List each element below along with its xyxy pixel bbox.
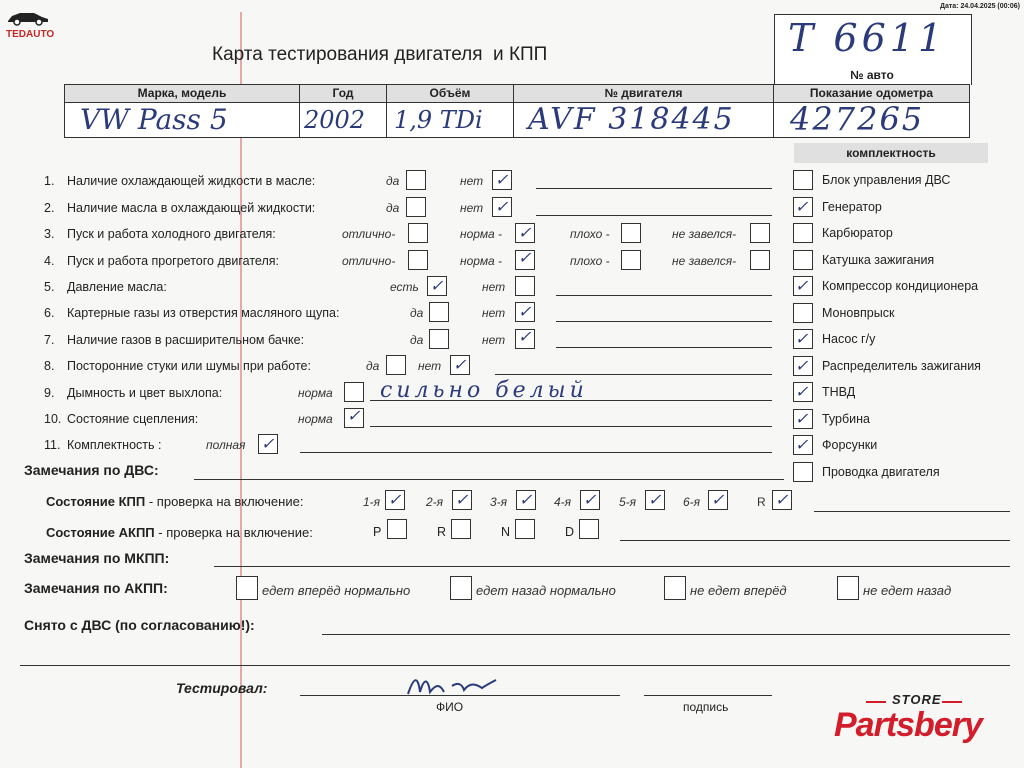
complete-set-mark: ✓ (795, 382, 809, 401)
akpp-option-label: не едет назад (863, 583, 952, 598)
date-stamp: Дата: 24.04.2025 (00:06) (939, 3, 1020, 10)
akpp-label (46, 525, 313, 540)
col-header-year: Год (300, 85, 386, 102)
check-number: 1. (44, 174, 55, 188)
complete-set-mark: ✓ (795, 356, 809, 375)
partsbery-logo-top: STORE (892, 692, 942, 707)
akpp-gear-label: N (501, 525, 511, 539)
check-label: Давление масла: (67, 280, 167, 294)
option-label: есть (390, 280, 419, 294)
remarks-mkpp-label: Замечания по МКПП: (24, 550, 170, 566)
akpp-option-checkbox[interactable] (450, 576, 472, 600)
handwritten-check: ✓ (518, 248, 532, 267)
option-label: нет (482, 333, 506, 347)
complete-set-label: Блок управления ДВС (822, 173, 951, 187)
tedauto-logo-text: TEDAUTO (6, 29, 55, 40)
complete-set-mark: ✓ (795, 435, 809, 454)
complete-set-label: Распределитель зажигания (822, 359, 981, 373)
removed-from-engine-label: Снято с ДВС (по согласованию!): (24, 617, 255, 633)
partsbery-logo (830, 692, 1010, 752)
option-label: не завелся- (672, 254, 737, 268)
value-volume: 1,9 TDi (394, 106, 483, 134)
check-label: Наличие масла в охлаждающей жидкости: (67, 201, 316, 215)
option-label: отлично- (342, 254, 396, 268)
check-number: 5. (44, 280, 55, 294)
exhaust-color-handwritten: сильно белый (380, 378, 588, 403)
handwritten-check: ✓ (495, 197, 509, 216)
value-odometer: 427265 (790, 100, 925, 138)
handwritten-check: ✓ (775, 490, 789, 509)
complete-set-mark: ✓ (795, 197, 809, 216)
check-number: 6. (44, 306, 55, 320)
handwritten-check: ✓ (453, 355, 467, 374)
kpp-label-bold: Состояние КПП (46, 494, 146, 509)
complete-set-mark: ✓ (795, 409, 809, 428)
complete-set-label: Карбюратор (822, 226, 893, 240)
akpp-gear-label: P (373, 525, 382, 539)
value-year: 2002 (304, 106, 366, 134)
complete-set-label: Форсунки (822, 438, 878, 452)
car-number-label: № авто (850, 68, 894, 82)
option-checkbox[interactable] (408, 223, 428, 243)
handwritten-check: ✓ (711, 490, 725, 509)
option-label: плохо - (570, 227, 610, 241)
check-label: Пуск и работа холодного двигателя: (67, 227, 276, 241)
option-label: да (366, 359, 380, 373)
handwritten-check: ✓ (495, 170, 509, 189)
option-checkbox[interactable] (515, 276, 535, 296)
gear-label: 1-я (363, 495, 381, 509)
complete-set-label: ТНВД (822, 385, 856, 399)
option-label: полная (206, 438, 246, 452)
akpp-gear-checkbox[interactable] (387, 519, 407, 539)
col-header-engine-number: № двигателя (514, 85, 773, 102)
check-number: 11. (44, 438, 61, 452)
gear-label: 2-я (426, 495, 444, 509)
complete-set-label: Катушка зажигания (822, 253, 935, 267)
option-label: да (386, 174, 400, 188)
akpp-option-checkbox[interactable] (837, 576, 859, 600)
col-header-odometer: Показание одометра (774, 85, 969, 102)
check-number: 10. (44, 412, 62, 426)
option-label: норма (298, 386, 333, 400)
kpp-label-rest: - проверка на включение: (145, 494, 304, 509)
complete-set-label: Моновпрыск (822, 306, 895, 320)
check-number: 3. (44, 227, 55, 241)
handwritten-check: ✓ (518, 223, 532, 242)
remarks-dvs-label: Замечания по ДВС: (24, 462, 159, 478)
complete-set-label: Турбина (822, 412, 870, 426)
complete-set-label: Генератор (822, 200, 882, 214)
akpp-gear-label: R (437, 525, 447, 539)
complete-set-checkbox[interactable] (793, 250, 813, 270)
option-checkbox[interactable] (750, 223, 770, 243)
gear-label: 4-я (554, 495, 572, 509)
check-number: 9. (44, 386, 55, 400)
akpp-option-checkbox[interactable] (664, 576, 686, 600)
option-checkbox[interactable] (429, 329, 449, 349)
signature-caption: подпись (683, 700, 729, 714)
complete-set-label: Проводка двигателя (822, 465, 940, 479)
handwritten-check: ✓ (518, 327, 532, 346)
option-checkbox[interactable] (621, 223, 641, 243)
value-model: VW Pass 5 (80, 103, 228, 136)
handwritten-check: ✓ (519, 490, 533, 509)
handwritten-check: ✓ (518, 302, 532, 321)
option-checkbox[interactable] (750, 250, 770, 270)
option-label: норма - (460, 227, 503, 241)
option-checkbox[interactable] (429, 302, 449, 322)
check-number: 2. (44, 201, 55, 215)
complete-set-checkbox[interactable] (793, 462, 813, 482)
check-label: Состояние сцепления: (67, 412, 199, 426)
handwritten-check: ✓ (388, 490, 402, 509)
check-label: Комплектность : (67, 438, 162, 452)
check-label: Наличие газов в расширительном бачке: (67, 333, 305, 347)
kpp-label (46, 494, 303, 509)
car-number-value: T 6611 (788, 16, 947, 60)
akpp-option-label: едет вперёд нормально (262, 583, 411, 598)
option-checkbox[interactable] (344, 382, 364, 402)
handwritten-check: ✓ (430, 276, 444, 295)
tested-by-label: Тестировал: (176, 680, 268, 696)
check-number: 7. (44, 333, 55, 347)
option-checkbox[interactable] (621, 250, 641, 270)
check-number: 4. (44, 254, 55, 268)
check-label: Дымность и цвет выхлопа: (67, 386, 223, 400)
option-checkbox[interactable] (386, 355, 406, 375)
akpp-gear-label: D (565, 525, 575, 539)
option-checkbox[interactable] (406, 170, 426, 190)
partsbery-logo-main-text: Partsbery (834, 706, 982, 744)
option-label: норма - (460, 254, 503, 268)
option-label: не завелся- (672, 227, 737, 241)
handwritten-check: ✓ (455, 490, 469, 509)
gear-label: 3-я (490, 495, 508, 509)
complete-set-label: Насос г/у (822, 332, 876, 346)
gear-label: 5-я (619, 495, 637, 509)
handwritten-check: ✓ (648, 490, 662, 509)
handwritten-check: ✓ (261, 434, 275, 453)
option-label: нет (460, 201, 484, 215)
gear-label: R (757, 495, 766, 509)
option-label: да (386, 201, 400, 215)
option-label: нет (482, 280, 506, 294)
check-number: 8. (44, 359, 55, 373)
handwritten-check: ✓ (583, 490, 597, 509)
complete-set-label: Компрессор кондиционера (822, 279, 979, 293)
akpp-option-checkbox[interactable] (236, 576, 258, 600)
tester-signature-scribble (404, 672, 500, 698)
option-checkbox[interactable] (406, 197, 426, 217)
option-label: нет (418, 359, 442, 373)
option-label: норма (298, 412, 333, 426)
complete-set-checkbox[interactable] (793, 170, 813, 190)
option-label: плохо - (570, 254, 610, 268)
fio-caption: ФИО (436, 700, 464, 714)
akpp-gear-checkbox[interactable] (451, 519, 471, 539)
akpp-option-label: едет назад нормально (476, 583, 616, 598)
page-title: Карта тестирования двигателя и КПП (212, 44, 548, 65)
check-label: Пуск и работа прогретого двигателя: (67, 254, 279, 268)
tedauto-logo (6, 8, 55, 40)
option-label: да (410, 333, 424, 347)
akpp-gear-checkbox[interactable] (579, 519, 599, 539)
complete-set-checkbox[interactable] (793, 223, 813, 243)
handwritten-check: ✓ (347, 406, 361, 425)
akpp-gear-checkbox[interactable] (515, 519, 535, 539)
col-header-model: Марка, модель (65, 85, 299, 102)
complete-set-checkbox[interactable] (793, 303, 813, 323)
value-engine-number: AVF 318445 (528, 102, 735, 137)
col-header-volume: Объём (387, 85, 513, 102)
option-label: да (410, 306, 424, 320)
check-label: Посторонние стуки или шумы при работе: (67, 359, 311, 373)
gear-label: 6-я (683, 495, 701, 509)
akpp-label-rest: - проверка на включение: (154, 525, 313, 540)
option-label: отлично- (342, 227, 396, 241)
complete-set-mark: ✓ (795, 329, 809, 348)
complete-set-title: комплектность (794, 143, 988, 163)
option-label: нет (460, 174, 484, 188)
akpp-label-bold: Состояние АКПП (46, 525, 155, 540)
complete-set-mark: ✓ (795, 276, 809, 295)
remarks-akpp-label: Замечания по АКПП: (24, 580, 168, 596)
check-label: Наличие охлаждающей жидкости в масле: (67, 174, 316, 188)
check-label: Картерные газы из отверстия масляного щупа: (67, 306, 340, 320)
option-checkbox[interactable] (408, 250, 428, 270)
car-icon (6, 8, 50, 26)
partsbery-logo-main (834, 706, 982, 745)
akpp-option-label: не едет вперёд (690, 583, 787, 598)
option-label: нет (482, 306, 506, 320)
